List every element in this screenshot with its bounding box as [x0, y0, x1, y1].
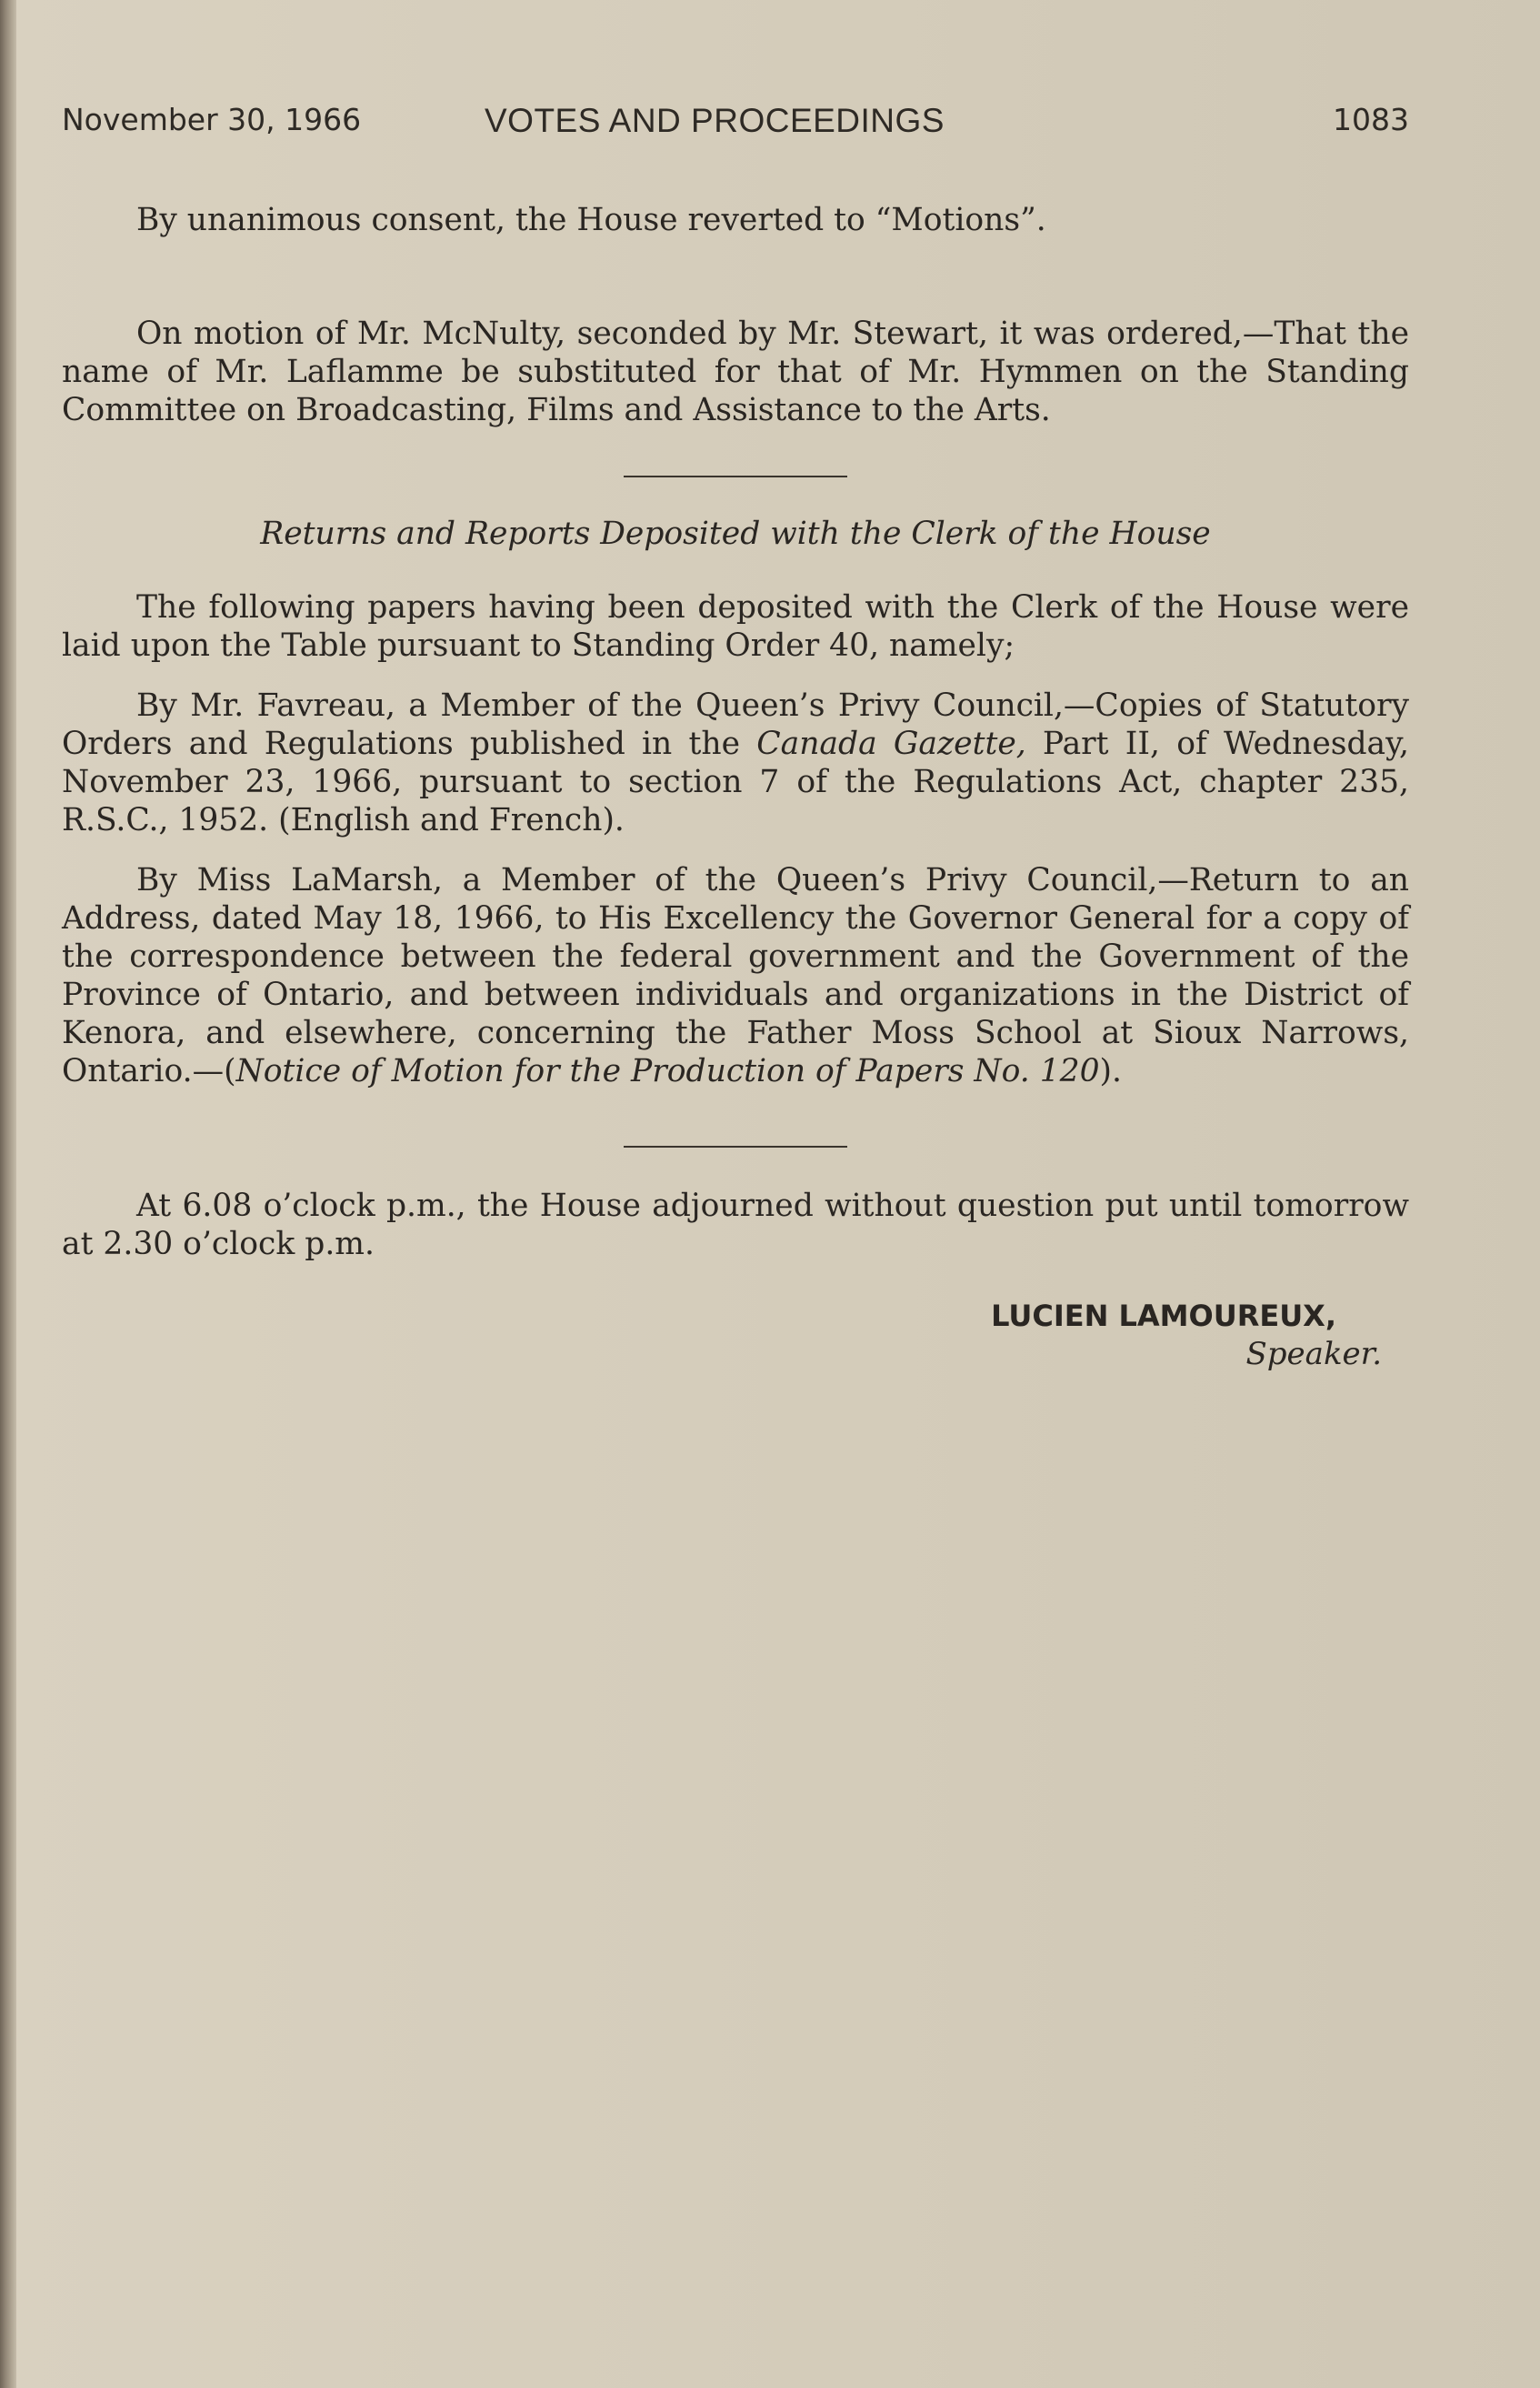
paragraph-adjournment: At 6.08 o’clock p.m., the House adjourned without question put until tomorrow at 2.30 o’clock p.m. [62, 1188, 1409, 1262]
paragraph-papers-deposited: The following papers having been deposited with the Clerk of the House were laid upon the Table pursuant to Standing Order 40, namely; [62, 589, 1409, 664]
favreau-text-start: By Mr. Favreau, a Member of the Queen’s Privy Council,—Copies of Statutory Orders and Regulations published in the [62, 687, 1409, 762]
favreau-text-end: Part II, of Wednesday, November 23, 1966, pursuant to section 7 of the Regulations Act, chapter 235, R.S.C., 1952. (English and French). [62, 726, 1409, 838]
lamarsh-italic-notice: Notice of Motion for the Production of Papers No. 120 [235, 1053, 1100, 1089]
paragraph-mcnulty-motion: On motion of Mr. McNulty, seconded by Mr. Stewart, it was ordered,—That the name of Mr. Laflamme be substituted for that of Mr. Hymmen on the Standing Committee on Broadcasting, Films and Assistance to the Arts. [62, 316, 1409, 428]
running-header [62, 102, 1409, 149]
section-heading: Returns and Reports Deposited with the Clerk of the House [260, 516, 1211, 552]
section-divider [624, 476, 847, 477]
paragraph-favreau-return [62, 687, 1409, 839]
signature-block [991, 1297, 1382, 1373]
lamarsh-text-end: ). [1099, 1053, 1122, 1089]
header-date: November 30, 1966 [62, 102, 362, 137]
paragraph-reverted-to-motions: By unanimous consent, the House reverted to “Motions”. [136, 202, 1046, 238]
section-divider [624, 1146, 847, 1148]
lamarsh-text-start: By Miss LaMarsh, a Member of the Queen’s Privy Council,—Return to an Address, dated May 18, 1966, to His Excellency the Governor General for a copy of the correspondence between the federal government and the Government of the Province of Ontario, and between individuals and organizations in the District of Kenora, and elsewhere, concerning the Father Moss School at Sioux Narrows, Ontario.—( [62, 862, 1409, 1089]
book-binding-edge [0, 0, 16, 2388]
favreau-italic-gazette: Canada Gazette, [756, 726, 1026, 762]
header-title: VOTES AND PROCEEDINGS [485, 102, 945, 139]
signature-title: Speaker. [1245, 1336, 1382, 1372]
page-number: 1083 [1333, 102, 1409, 137]
paragraph-lamarsh-return [62, 861, 1409, 1090]
signature-name: LUCIEN LAMOUREUX, [991, 1299, 1336, 1333]
